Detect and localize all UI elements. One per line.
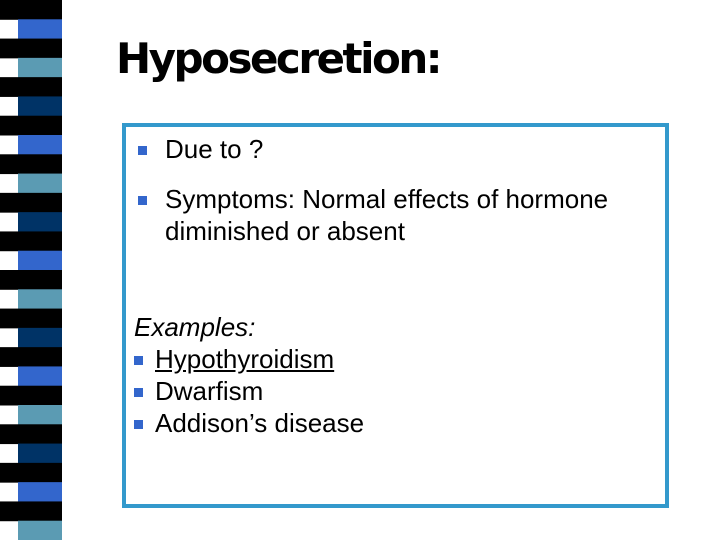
square-bullet-icon	[134, 356, 143, 365]
bullet-list	[138, 133, 658, 247]
bullet-item-symptoms	[138, 183, 658, 247]
example-item-dwarfism	[134, 375, 654, 407]
stripe-segment	[0, 231, 62, 251]
example-item-addisons	[134, 407, 654, 439]
square-bullet-icon	[134, 388, 143, 397]
stripe-segment	[0, 386, 62, 406]
stripe-segment	[0, 309, 62, 329]
example-link-hypothyroidism[interactable]: Hypothyroidism	[155, 344, 335, 374]
square-bullet-icon	[134, 420, 143, 429]
stripe-segment	[0, 154, 62, 174]
stripe-segment	[18, 521, 62, 540]
stripe-segment	[18, 19, 62, 39]
stripe-segment	[0, 193, 62, 213]
stripe-segment	[18, 58, 62, 78]
stripe-segment	[0, 270, 62, 290]
stripe-segment	[18, 366, 62, 386]
slide-title: Hyposecretion:	[116, 34, 441, 83]
square-bullet-icon	[138, 196, 147, 205]
stripe-segment	[0, 501, 62, 521]
bullet-text: Due to ?	[165, 134, 264, 164]
stripe-segment	[0, 0, 62, 20]
stripe-segment	[18, 289, 62, 309]
example-text: Addison’s disease	[155, 408, 365, 438]
examples-heading: Examples:	[134, 312, 256, 342]
stripe-segment	[18, 328, 62, 348]
stripe-segment	[0, 347, 62, 367]
stripe-segment	[18, 135, 62, 155]
stripe-segment	[18, 482, 62, 502]
stripe-segment	[18, 251, 62, 271]
stripe-segment	[0, 424, 62, 444]
bullet-item-cause	[138, 133, 658, 165]
stripe-segment	[0, 39, 62, 59]
stripe-segment	[18, 405, 62, 425]
decorative-stripe	[0, 0, 62, 540]
example-item-hypothyroidism	[134, 343, 654, 375]
stripe-segment	[18, 174, 62, 194]
stripe-segment	[18, 96, 62, 116]
examples-section	[134, 311, 654, 439]
stripe-segment	[0, 77, 62, 97]
example-text: Dwarfism	[155, 376, 264, 406]
stripe-segment	[18, 212, 62, 232]
stripe-segment	[0, 463, 62, 483]
square-bullet-icon	[138, 146, 147, 155]
stripe-segment	[18, 444, 62, 464]
bullet-text: Symptoms: Normal effects of hormone diminished or absent	[165, 184, 609, 246]
stripe-segment	[0, 116, 62, 136]
content-box	[122, 123, 669, 508]
